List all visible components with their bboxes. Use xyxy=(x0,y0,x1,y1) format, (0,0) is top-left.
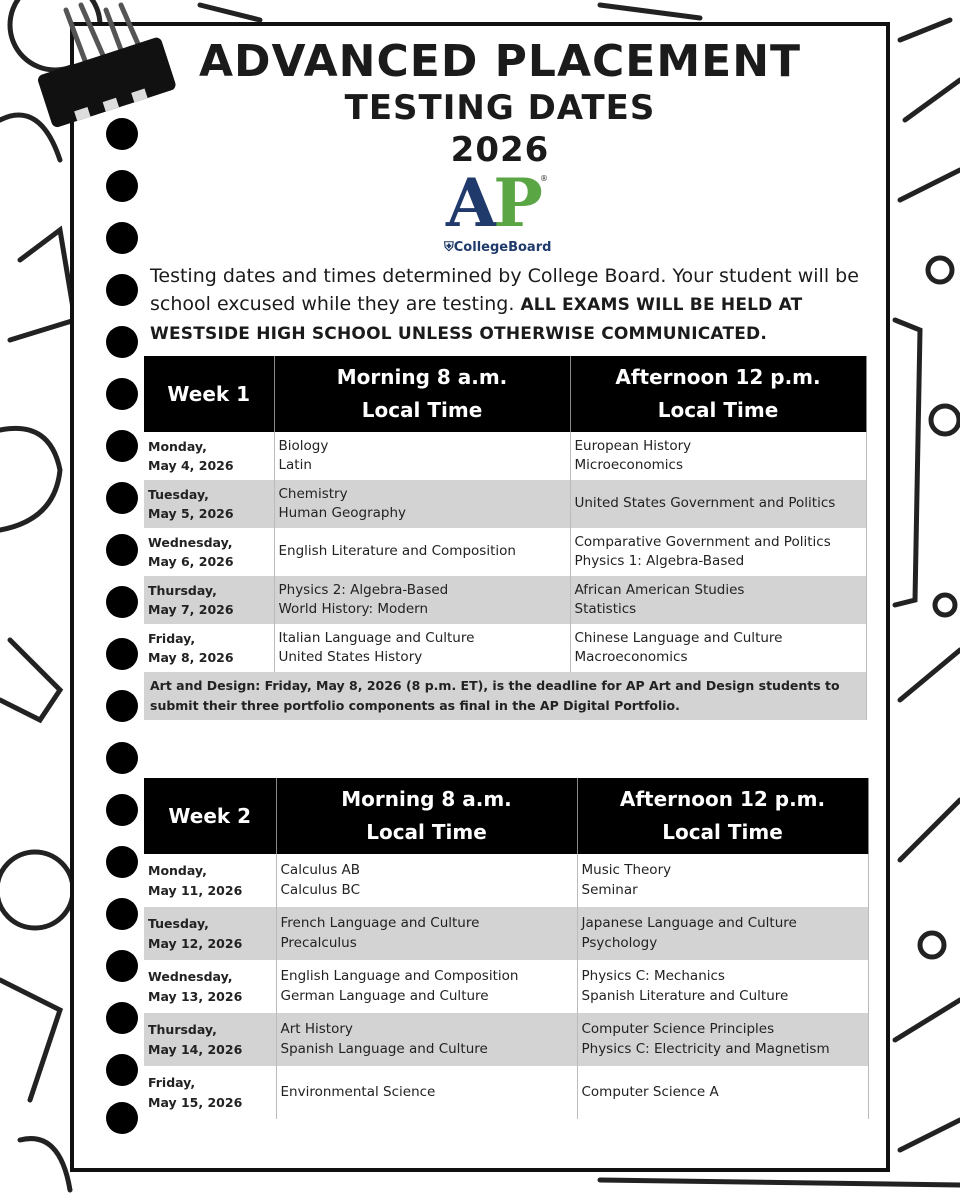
hole-icon xyxy=(106,430,138,462)
table-row xyxy=(144,960,868,1013)
morning-cell: Calculus AB Calculus BC xyxy=(276,854,577,907)
morning-cell: Physics 2: Algebra-Based World History: Modern xyxy=(274,576,570,624)
hole-icon xyxy=(106,274,138,306)
table-row xyxy=(144,432,866,480)
day-cell: Thursday, May 14, 2026 xyxy=(144,1013,276,1066)
table-row xyxy=(144,480,866,528)
week2-schedule-table xyxy=(144,778,869,1119)
hole-icon xyxy=(106,482,138,514)
hole-icon xyxy=(106,742,138,774)
hole-icon xyxy=(106,170,138,202)
morning-cell: French Language and Culture Precalculus xyxy=(276,907,577,960)
table-row xyxy=(144,854,868,907)
morning-header: Morning 8 a.m. Local Time xyxy=(274,356,570,432)
hole-icon xyxy=(106,378,138,410)
day-cell: Tuesday, May 12, 2026 xyxy=(144,907,276,960)
morning-cell: English Language and Composition German Language and Culture xyxy=(276,960,577,1013)
day-cell: Wednesday, May 6, 2026 xyxy=(144,528,274,576)
table-row xyxy=(144,624,866,672)
afternoon-cell: United States Government and Politics xyxy=(570,480,866,528)
table-header-row xyxy=(144,778,868,854)
hole-icon xyxy=(106,1054,138,1086)
hole-icon xyxy=(106,1102,138,1134)
page-title: ADVANCED PLACEMENT xyxy=(198,36,802,87)
intro-text: Testing dates and times determined by College Board. Your student will be school excused while they are testing. xyxy=(150,265,859,315)
morning-cell: English Literature and Composition xyxy=(274,528,570,576)
day-cell: Friday, May 15, 2026 xyxy=(144,1066,276,1119)
hole-icon xyxy=(106,898,138,930)
morning-cell: Art History Spanish Language and Culture xyxy=(276,1013,577,1066)
hole-icon xyxy=(106,1002,138,1034)
table-row xyxy=(144,1066,868,1119)
week1-schedule-table xyxy=(144,356,867,720)
day-cell: Thursday, May 7, 2026 xyxy=(144,576,274,624)
table-row xyxy=(144,528,866,576)
afternoon-header: Afternoon 12 p.m. Local Time xyxy=(570,356,866,432)
afternoon-cell: Music Theory Seminar xyxy=(577,854,868,907)
afternoon-cell: Japanese Language and Culture Psychology xyxy=(577,907,868,960)
week-label: Week 1 xyxy=(144,356,274,432)
hole-icon xyxy=(106,326,138,358)
afternoon-cell: Comparative Government and Politics Physics 1: Algebra-Based xyxy=(570,528,866,576)
afternoon-cell: European History Microeconomics xyxy=(570,432,866,480)
table-row xyxy=(144,576,866,624)
notebook-holes xyxy=(106,118,142,1128)
afternoon-cell: Computer Science Principles Physics C: Electricity and Magnetism xyxy=(577,1013,868,1066)
hole-icon xyxy=(106,222,138,254)
page-year: 2026 xyxy=(450,130,550,170)
afternoon-cell: Computer Science A xyxy=(577,1066,868,1119)
day-cell: Friday, May 8, 2026 xyxy=(144,624,274,672)
morning-cell: Biology Latin xyxy=(274,432,570,480)
hole-icon xyxy=(106,586,138,618)
hole-icon xyxy=(106,534,138,566)
day-cell: Tuesday, May 5, 2026 xyxy=(144,480,274,528)
morning-cell: Environmental Science xyxy=(276,1066,577,1119)
intro-paragraph xyxy=(150,262,890,348)
afternoon-cell: African American Studies Statistics xyxy=(570,576,866,624)
table-row xyxy=(144,907,868,960)
day-cell: Monday, May 4, 2026 xyxy=(144,432,274,480)
art-design-note: Art and Design: Friday, May 8, 2026 (8 p.m. ET), is the deadline for AP Art and Design students to submit their three portfolio components as final in the AP Digital Portfolio. xyxy=(144,672,866,720)
day-cell: Wednesday, May 13, 2026 xyxy=(144,960,276,1013)
hole-icon xyxy=(106,690,138,722)
ap-logo-mark: AP xyxy=(446,164,539,242)
morning-cell: Chemistry Human Geography xyxy=(274,480,570,528)
hole-icon xyxy=(106,638,138,670)
page-subtitle: TESTING DATES xyxy=(344,88,656,128)
morning-cell: Italian Language and Culture United States History xyxy=(274,624,570,672)
art-design-note-row xyxy=(144,672,866,720)
collegeboard-wordmark: ⛨CollegeBoard xyxy=(444,240,552,255)
ap-collegeboard-logo xyxy=(440,164,560,260)
afternoon-header: Afternoon 12 p.m. Local Time xyxy=(577,778,868,854)
day-cell: Monday, May 11, 2026 xyxy=(144,854,276,907)
hole-icon xyxy=(106,846,138,878)
shield-icon: ⛨ xyxy=(444,240,454,255)
registered-mark: ® xyxy=(540,174,548,183)
afternoon-cell: Physics C: Mechanics Spanish Literature and Culture xyxy=(577,960,868,1013)
hole-icon xyxy=(106,118,138,150)
table-row xyxy=(144,1013,868,1066)
intro-bold-notice: ALL EXAMS WILL BE HELD AT WESTSIDE HIGH SCHOOL UNLESS OTHERWISE COMMUNICATED. xyxy=(150,295,803,344)
afternoon-cell: Chinese Language and Culture Macroeconomics xyxy=(570,624,866,672)
table-header-row xyxy=(144,356,866,432)
week-label: Week 2 xyxy=(144,778,276,854)
hole-icon xyxy=(106,794,138,826)
hole-icon xyxy=(106,950,138,982)
morning-header: Morning 8 a.m. Local Time xyxy=(276,778,577,854)
